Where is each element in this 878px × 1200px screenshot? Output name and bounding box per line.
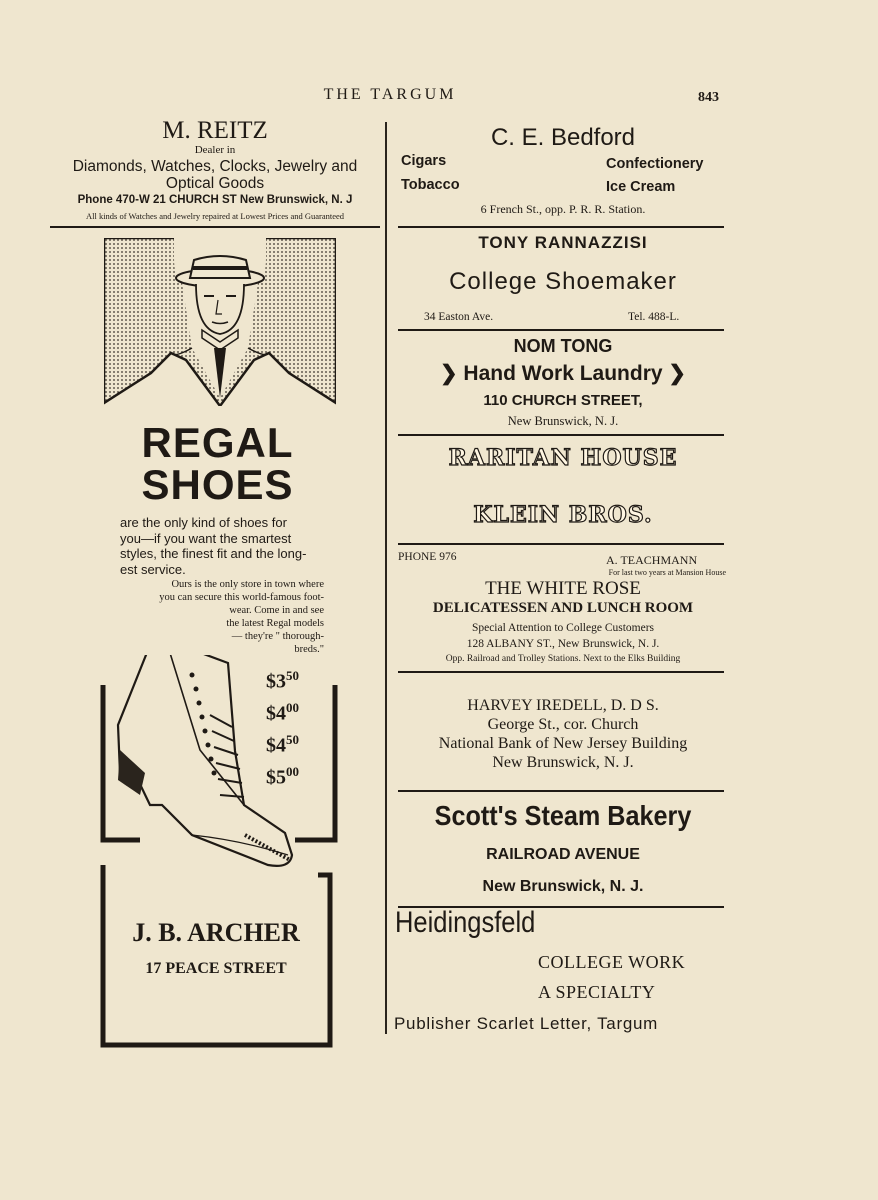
- ornament-icon: ❯: [668, 362, 687, 385]
- regal-headline-line: SHOES: [141, 461, 294, 508]
- regal-store-line: wear. Come in and see: [229, 605, 324, 616]
- price-400: $\$4^{00}$: [266, 700, 299, 725]
- heidingsfeld-line: COLLEGE WORK: [538, 952, 686, 972]
- iredell-line: National Bank of New Jersey Building: [438, 735, 688, 752]
- klein-bros: KLEIN BROS.: [473, 502, 653, 528]
- reitz-goods-line: Diamonds, Watches, Clocks, Jewelry and: [72, 158, 358, 175]
- divider: [398, 790, 724, 792]
- nomtong-city: New Brunswick, N. J.: [507, 414, 619, 428]
- ad-iredell: [398, 696, 728, 772]
- whiterose-address: 128 ALBANY ST., New Brunswick, N. J.: [466, 638, 660, 650]
- bedford-name: C. E. Bedford: [490, 124, 636, 151]
- regal-store-line: Ours is the only store in town where: [171, 579, 324, 590]
- ornament-icon: ❯: [439, 362, 458, 385]
- heidingsfeld-name: Heidingsfeld: [395, 906, 536, 939]
- price-350: $\$3^{50}$: [266, 668, 299, 693]
- rannazzisi-tel: Tel. 488-L.: [628, 311, 680, 323]
- heidingsfeld-line: A SPECIALTY: [538, 982, 656, 1002]
- whiterose-opposite: Opp. Railroad and Trolley Stations. Next to the Elks Building: [445, 654, 681, 664]
- regal-body-line: are the only kind of shoes for: [120, 515, 287, 530]
- divider: [398, 434, 724, 436]
- iredell-line: George St., cor. Church: [487, 716, 639, 733]
- whiterose-note: For last two years at Mansion House: [608, 568, 726, 577]
- whiterose-phone: PHONE 976: [398, 551, 457, 563]
- rannazzisi-address: 34 Easton Ave.: [424, 311, 494, 323]
- whiterose-proprietor: A. TEACHMANN: [606, 553, 698, 567]
- reitz-goods-line: Optical Goods: [165, 175, 265, 192]
- archer-name: J. B. ARCHER: [132, 918, 300, 947]
- reitz-address: Phone 470-W 21 CHURCH ST New Brunswick, N. J: [77, 194, 353, 206]
- archer-address: 17 PEACE STREET: [145, 960, 287, 977]
- regal-store-line: the latest Regal models: [226, 618, 324, 629]
- reitz-dealer: Dealer in: [194, 144, 236, 156]
- nomtong-name: NOM TONG: [513, 336, 613, 356]
- regal-store-text: [116, 578, 324, 656]
- rannazzisi-title: College Shoemaker: [449, 268, 677, 295]
- gentleman-illustration: [104, 238, 336, 406]
- regal-body-line: you—if you want the smartest: [120, 530, 292, 546]
- column-divider: [385, 122, 387, 1034]
- scott-city: New Brunswick, N. J.: [482, 878, 644, 895]
- reitz-name: M. REITZ: [162, 117, 268, 144]
- raritan-house: RARITAN HOUSE: [448, 445, 678, 471]
- regal-headline: [105, 419, 330, 508]
- price-450: $\$4^{50}$: [266, 732, 299, 757]
- divider: [398, 329, 724, 331]
- scott-name: Scott's Steam Bakery: [434, 800, 692, 831]
- price-500: $\$5^{00}$: [266, 764, 299, 789]
- reitz-repair-note: All kinds of Watches and Jewelry repaired at Lowest Prices and Guaranteed: [85, 211, 345, 221]
- nomtong-service-text: Hand Work Laundry: [463, 362, 663, 385]
- regal-body-text: [120, 515, 318, 577]
- bedford-left-1: Cigars: [401, 153, 447, 169]
- page-number: 843: [698, 90, 719, 105]
- iredell-line: New Brunswick, N. J.: [492, 754, 634, 771]
- divider: [398, 226, 724, 228]
- bedford-right-1: Confectionery: [606, 156, 704, 172]
- nomtong-street: 110 CHURCH STREET,: [483, 392, 643, 409]
- whiterose-name: THE WHITE ROSE: [485, 578, 641, 599]
- bedford-right-2: Ice Cream: [606, 179, 676, 195]
- page-header-title: THE TARGUM: [323, 86, 457, 103]
- bedford-left-2: Tobacco: [401, 177, 460, 193]
- bedford-address: 6 French St., opp. P. R. R. Station.: [480, 202, 646, 216]
- regal-store-line: you can secure this world-famous foot-: [159, 592, 324, 603]
- divider: [398, 543, 724, 545]
- regal-store-line: — they're " thorough-: [231, 631, 324, 642]
- scott-street: RAILROAD AVENUE: [486, 846, 640, 863]
- divider: [398, 671, 724, 673]
- reitz-goods: [50, 158, 380, 192]
- iredell-line: HARVEY IREDELL, D. D S.: [467, 697, 659, 714]
- nomtong-service: [398, 361, 728, 386]
- whiterose-attention: Special Attention to College Customers: [471, 622, 655, 634]
- shoe-frame: [100, 655, 340, 1050]
- regal-body-line: est service.: [120, 561, 186, 577]
- heidingsfeld-publisher: Publisher Scarlet Letter, Targum: [394, 1014, 658, 1033]
- regal-body-line: styles, the finest fit and the long-: [120, 546, 307, 561]
- regal-headline-line: REGAL: [141, 419, 294, 466]
- divider: [50, 226, 380, 228]
- rannazzisi-name: TONY RANNAZZISI: [478, 233, 648, 252]
- regal-store-line: breds.": [294, 644, 324, 655]
- whiterose-description: DELICATESSEN AND LUNCH ROOM: [432, 600, 694, 616]
